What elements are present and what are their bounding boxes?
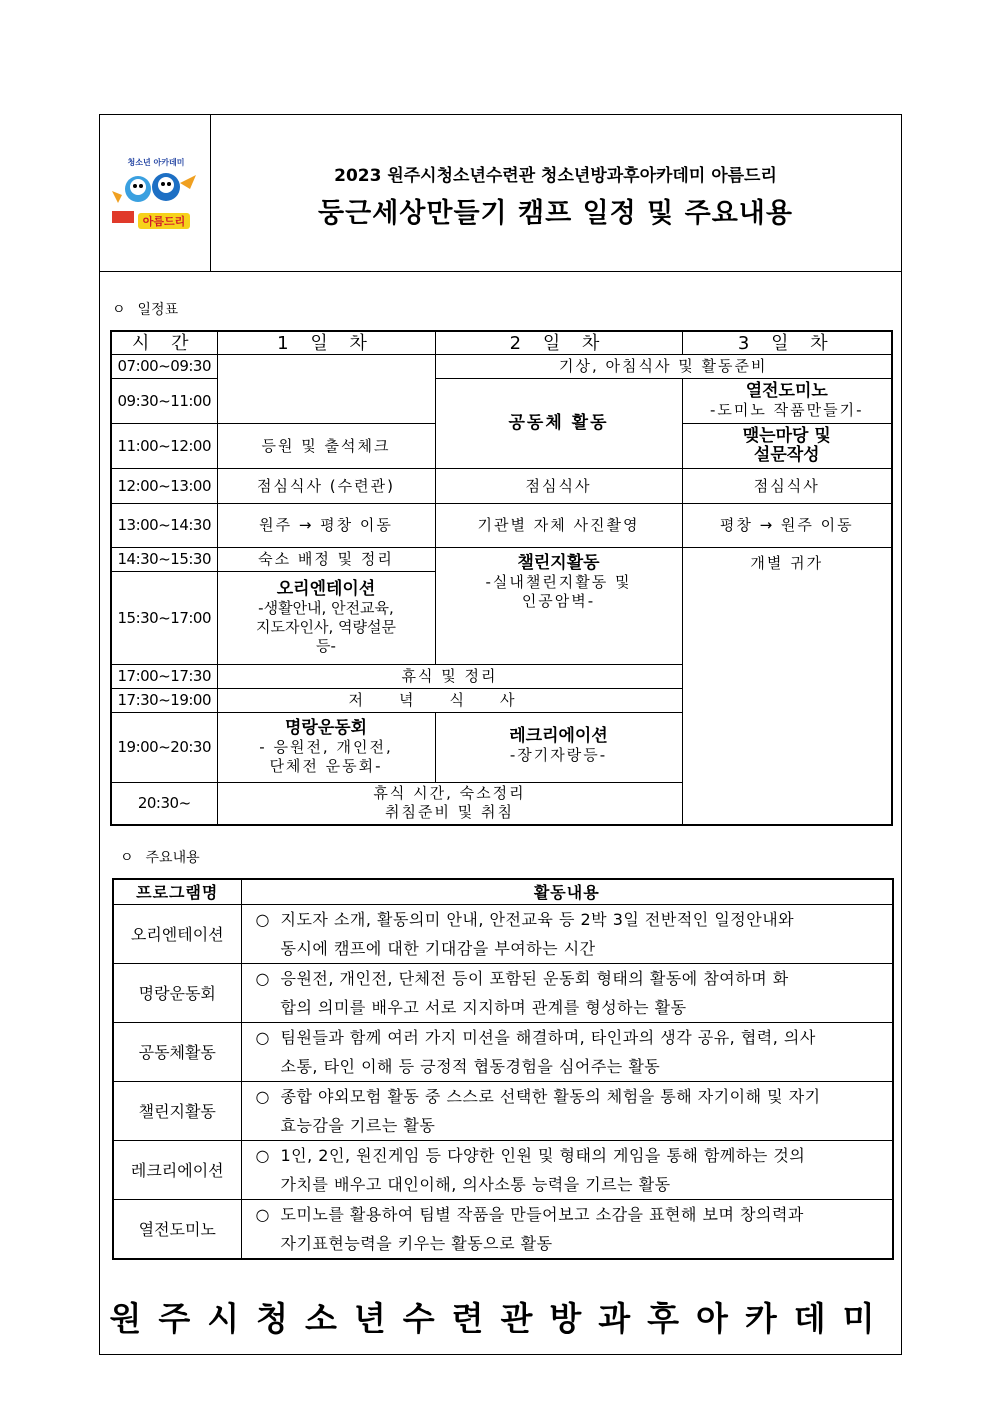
desc-line: 도미노를 활용하여 팀별 작품을 만들어보고 소감을 표현해 보며 창의력과 xyxy=(280,1205,804,1224)
schedule-item: 평창 → 원주 이동 xyxy=(682,504,892,548)
document-header xyxy=(100,115,901,272)
schedule-item: 원주 → 평창 이동 xyxy=(217,504,435,548)
main-label: 주요내용 xyxy=(145,850,200,866)
desc-line: 자기표현능력을 키우는 활동으로 활동 xyxy=(280,1234,553,1253)
schedule-item: 기관별 자체 사진촬영 xyxy=(435,504,682,548)
time-cell: 20:30~ xyxy=(111,783,217,825)
schedule-label: 일정표 xyxy=(137,302,179,318)
schedule-item xyxy=(217,572,435,665)
desc-line: 동시에 캠프에 대한 기대감을 부여하는 시간 xyxy=(280,939,596,958)
col-day1: 1 일 차 xyxy=(217,331,435,355)
program-table xyxy=(112,878,894,1260)
program-desc xyxy=(241,905,893,964)
schedule-table xyxy=(110,330,893,826)
item-title: 레크리에이션 xyxy=(509,726,608,746)
time-cell: 17:00~17:30 xyxy=(111,665,217,689)
time-cell: 11:00~12:00 xyxy=(111,424,217,469)
footer-organization: 원주시청소년수련관방과후아카데미 xyxy=(109,1299,892,1338)
item-sub: 인공암벽- xyxy=(521,592,596,610)
schedule-item: 저녁식사 xyxy=(217,689,682,713)
desc-line: 응원전, 개인전, 단체전 등이 포함된 운동회 형태의 활동에 참여하며 화 xyxy=(280,969,789,988)
schedule-item: 점심식사 xyxy=(435,469,682,504)
circle-bullet-icon: ○ xyxy=(255,1205,270,1224)
program-name: 레크리에이션 xyxy=(113,1141,241,1200)
col-activity: 활동내용 xyxy=(241,879,893,905)
item-sub: 지도자인사, 역량설문 xyxy=(256,618,396,636)
col-day3: 3 일 차 xyxy=(682,331,892,355)
item-sub: 단체전 운동회- xyxy=(269,757,383,775)
empty-cell xyxy=(217,355,435,424)
program-name: 열전도미노 xyxy=(113,1200,241,1260)
time-cell: 09:30~11:00 xyxy=(111,379,217,424)
program-name: 오리엔테이션 xyxy=(113,905,241,964)
program-desc xyxy=(241,1200,893,1260)
time-cell: 13:00~14:30 xyxy=(111,504,217,548)
schedule-item: 휴식 및 정리 xyxy=(217,665,682,689)
desc-line: 1인, 2인, 원진게임 등 다양한 인원 및 형태의 게임을 통해 함께하는 것의 xyxy=(280,1146,806,1165)
schedule-item: 점심식사 xyxy=(682,469,892,504)
time-cell: 17:30~19:00 xyxy=(111,689,217,713)
time-cell: 07:00~09:30 xyxy=(111,355,217,379)
col-time: 시 간 xyxy=(111,331,217,355)
desc-line: 종합 야외모험 활동 중 스스로 선택한 활동의 체험을 통해 자기이해 및 자기 xyxy=(280,1087,821,1106)
item-sub: -장기자랑등- xyxy=(509,746,608,764)
item-title: 설문작성 xyxy=(753,445,820,465)
logo-cell xyxy=(100,115,211,271)
document-title: 둥근세상만들기 캠프 일정 및 주요내용 xyxy=(318,198,793,229)
academy-logo xyxy=(108,153,202,233)
bullet-icon: ㅇ xyxy=(120,850,134,866)
schedule-item xyxy=(435,548,682,665)
circle-bullet-icon: ○ xyxy=(255,969,270,988)
schedule-item: 기상, 아침식사 및 활동준비 xyxy=(435,355,892,379)
schedule-item: 등원 및 출석체크 xyxy=(217,424,435,469)
program-desc xyxy=(241,1141,893,1200)
time-cell: 15:30~17:00 xyxy=(111,572,217,665)
document-subtitle: 2023 원주시청소년수련관 청소년방과후아카데미 아름드리 xyxy=(334,166,777,186)
time-cell: 12:00~13:00 xyxy=(111,469,217,504)
item-sub: -생활안내, 안전교육, xyxy=(258,599,394,617)
circle-bullet-icon: ○ xyxy=(255,1146,270,1165)
document-frame xyxy=(99,114,902,1355)
program-desc xyxy=(241,1082,893,1141)
item-title: 맺는마당 및 xyxy=(742,426,831,446)
item-sub: -도미노 작품만들기- xyxy=(709,401,864,419)
item-title: 오리엔테이션 xyxy=(276,579,376,599)
item-sub: -실내챌린지활동 및 xyxy=(485,573,632,591)
schedule-section-label xyxy=(112,299,178,319)
desc-line: 소통, 타인 이해 등 긍정적 협동경험을 심어주는 활동 xyxy=(280,1057,661,1076)
desc-line: 지도자 소개, 활동의미 안내, 안전교육 등 2박 3일 전반적인 일정안내와 xyxy=(280,910,795,929)
schedule-item xyxy=(217,783,682,825)
col-day2: 2 일 차 xyxy=(435,331,682,355)
time-cell: 19:00~20:30 xyxy=(111,713,217,783)
schedule-item: 개별 귀가 xyxy=(682,548,892,825)
logo-text-top: 청소년 아카데미 xyxy=(127,158,185,167)
time-cell: 14:30~15:30 xyxy=(111,548,217,572)
circle-bullet-icon: ○ xyxy=(255,910,270,929)
item-sub: 등- xyxy=(316,637,336,655)
program-name: 명랑운동회 xyxy=(113,964,241,1023)
program-name: 공동체활동 xyxy=(113,1023,241,1082)
item-title: 열전도미노 xyxy=(745,381,828,401)
program-name: 챌린지활동 xyxy=(113,1082,241,1141)
program-desc xyxy=(241,964,893,1023)
main-section-label xyxy=(120,847,200,867)
item-title: 챌린지활동 xyxy=(517,553,600,573)
logo-text-bottom: 아름드리 xyxy=(142,215,186,228)
schedule-item xyxy=(682,424,892,469)
item-title: 명랑운동회 xyxy=(284,718,368,738)
bullet-icon: ㅇ xyxy=(112,302,126,318)
desc-line: 효능감을 기르는 활동 xyxy=(280,1116,436,1135)
schedule-item xyxy=(217,713,435,783)
schedule-item: 숙소 배정 및 정리 xyxy=(217,548,435,572)
desc-line: 가치를 배우고 대인이해, 의사소통 능력을 기르는 활동 xyxy=(280,1175,671,1194)
circle-bullet-icon: ○ xyxy=(255,1028,270,1047)
item-sub: 휴식 시간, 숙소정리 xyxy=(373,784,526,803)
item-sub: - 응원전, 개인전, xyxy=(259,738,393,756)
schedule-item: 공동체 활동 xyxy=(435,379,682,469)
schedule-item xyxy=(435,713,682,783)
schedule-item xyxy=(682,379,892,424)
desc-line: 합의 의미를 배우고 서로 지지하며 관계를 형성하는 활동 xyxy=(280,998,687,1017)
program-desc xyxy=(241,1023,893,1082)
schedule-item: 점심식사 (수련관) xyxy=(217,469,435,504)
circle-bullet-icon: ○ xyxy=(255,1087,270,1106)
col-program-name: 프로그램명 xyxy=(113,879,241,905)
item-sub: 취침준비 및 취침 xyxy=(385,803,514,822)
desc-line: 팀원들과 함께 여러 가지 미션을 해결하며, 타인과의 생각 공유, 협력, 의사 xyxy=(280,1028,816,1047)
